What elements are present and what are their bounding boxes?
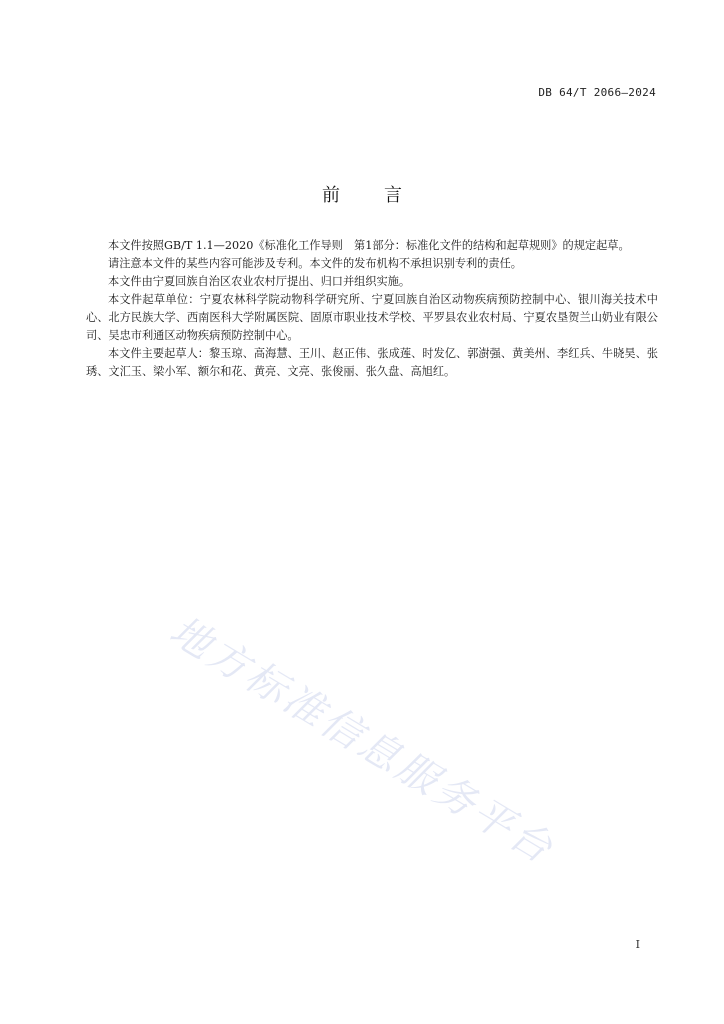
paragraph-patent-notice: 请注意本文件的某些内容可能涉及专利。本文件的发布机构不承担识别专利的责任。: [108, 257, 522, 270]
paragraph-proposer: 本文件由宁夏回族自治区农业农村厅提出、归口并组织实施。: [108, 275, 411, 288]
paragraph-drafting-rules: 本文件按照GB/T 1.1—2020《标准化工作导则 第1部分：标准化文件的结构和起草规则》的规定起草。: [108, 239, 630, 252]
foreword-body: [86, 237, 658, 381]
watermark: 地方标准信息服务平台: [161, 607, 563, 874]
paragraph-drafting-units: 本文件起草单位：宁夏农林科学院动物科学研究所、宁夏回族自治区动物疾病预防控制中心、银川海关技术中心、北方民族大学、西南医科大学附属医院、固原市职业技术学校、平罗县农业农村局、宁夏农垦贺兰山奶业有限公司、吴忠市利通区动物疾病预防控制中心。: [86, 293, 658, 342]
paragraph-drafters: 本文件主要起草人：黎玉琼、高海慧、王川、赵正伟、张成莲、时发亿、郭澍强、黄美州、李红兵、牛晓昊、张琇、文汇玉、梁小军、额尔和花、黄亮、文亮、张俊丽、张久盘、高旭红。: [86, 347, 658, 378]
document-code: DB 64/T 2066—2024: [538, 86, 656, 99]
title-char-1: 前: [322, 185, 340, 206]
page-title: [0, 181, 724, 207]
title-char-2: 言: [384, 185, 402, 206]
page-number: I: [635, 938, 640, 951]
